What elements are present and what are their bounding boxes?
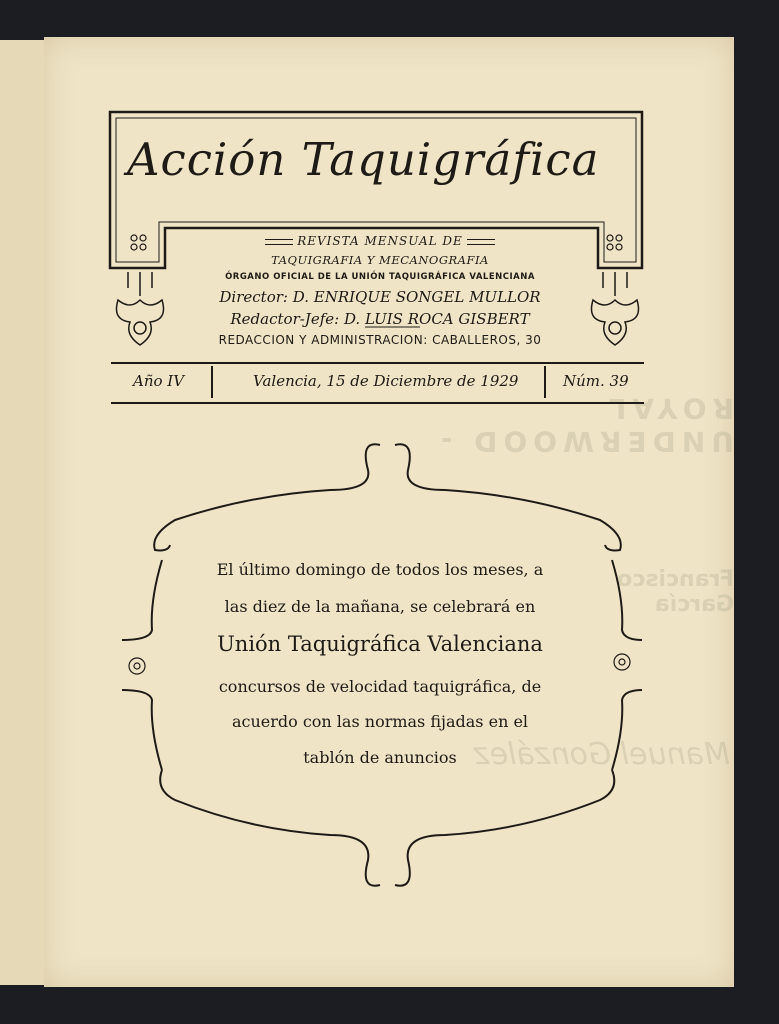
bleed-through-text-2: Francisco García xyxy=(617,567,734,617)
magazine-title: Acción Taquigráfica xyxy=(127,133,600,186)
rosette-left xyxy=(129,658,145,674)
address-line: REDACCION Y ADMINISTRACION: CABALLEROS, 30 xyxy=(218,333,542,347)
rosette-right xyxy=(614,654,630,670)
bleed-through-text-3: Manuel González xyxy=(474,737,730,772)
notice-line-1: El último domingo de todos los meses, a xyxy=(216,560,544,579)
notice-line-4: concursos de velocidad taquigráfica, de xyxy=(218,677,542,696)
issue-divider-2 xyxy=(544,366,546,398)
issue-year: Año IV xyxy=(133,372,185,390)
subtitle-1-text: REVISTA MENSUAL DE xyxy=(297,234,463,248)
notice-line-6: tablón de anuncios xyxy=(303,748,457,767)
floral-ornament-left xyxy=(117,272,164,345)
issue-number: Núm. 39 xyxy=(563,372,629,390)
notice-line-5: acuerdo con las normas fijadas en el xyxy=(231,712,529,731)
subtitle-line-3: ÓRGANO OFICIAL DE LA UNIÓN TAQUIGRÁFICA VALENCIANA xyxy=(225,272,535,282)
notice-line-2: las diez de la mañana, se celebrará en xyxy=(224,597,536,616)
issue-divider-1 xyxy=(211,366,213,398)
bleed-through-text: UNDERWOOD - ROYAL xyxy=(434,392,734,458)
director-line: Director: D. ENRIQUE SONGEL MULLOR xyxy=(219,288,541,306)
dash-ornament-left xyxy=(265,239,293,245)
corner-ornament-left xyxy=(131,235,146,250)
cartouche-frame xyxy=(122,444,642,885)
issue-date: Valencia, 15 de Diciembre de 1929 xyxy=(253,372,519,390)
issue-info-bar xyxy=(111,362,644,404)
editor-line: Redactor-Jefe: D. LUIS ROCA GISBERT xyxy=(230,310,530,328)
floral-ornament-right xyxy=(592,272,639,345)
corner-ornament-right xyxy=(607,235,622,250)
subtitle-line-1 xyxy=(200,234,560,248)
subtitle-line-2: TAQUIGRAFIA Y MECANOGRAFIA xyxy=(271,253,489,267)
dash-ornament-right xyxy=(467,239,495,245)
notice-line-3: Unión Taquigráfica Valenciana xyxy=(217,632,543,656)
